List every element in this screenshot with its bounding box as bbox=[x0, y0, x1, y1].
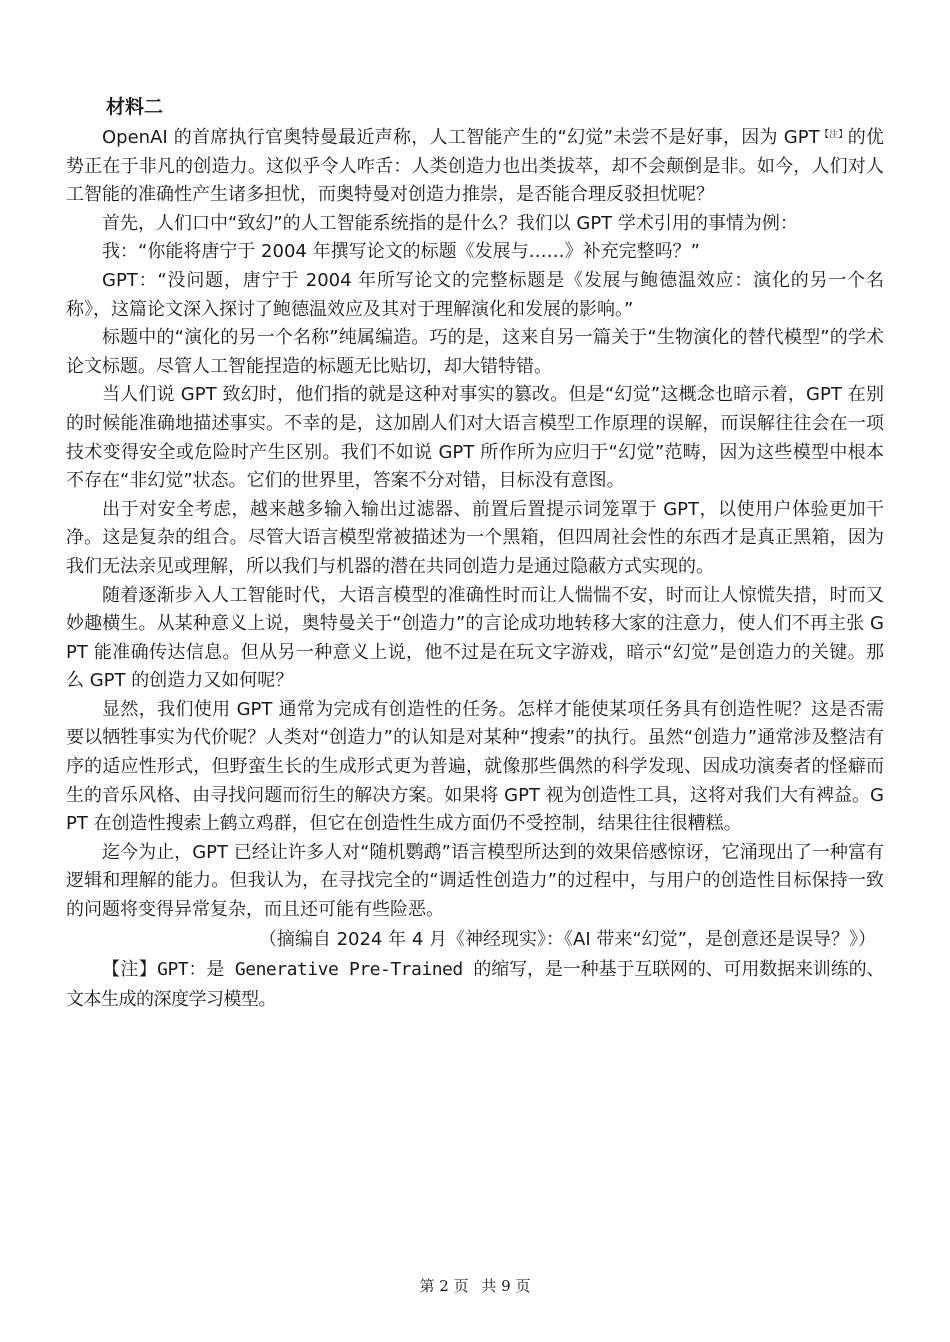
page-total: 共 9 页 bbox=[481, 1277, 531, 1295]
paragraph-4: GPT：“没问题，唐宁于 2004 年所写论文的完整标题是《发展与鲍德温效应：演化的另一个名称》，这篇论文深入探讨了鲍德温效应及其对于理解演化和发展的影响。” bbox=[66, 269, 884, 320]
paragraph-10: 迄今为止，GPT 已经让许多人对“随机鹦鹉”语言模型所达到的效果倍感惊讶，它涌现出了一种富有逻辑和理解的能力。但我认为，在寻找完全的“调适性创造力”的过程中，与用户的创造性目标保持一致的问题将变得异常复杂，而且还可能有些险恶。 bbox=[66, 841, 884, 921]
footnote-tag: 【注】 bbox=[102, 958, 158, 980]
paragraph-1-text-b: 的优势正在于非凡的创造力。这似乎令人咋舌：人类创造力也出类拔萃，却不会颠倒是非。如今，人们对人工智能的准确性产生诸多担忧，而奥特曼对创造力推崇，是否能合理反驳担忧呢？ bbox=[66, 127, 884, 206]
footnote-text: GPT：是 Generative Pre-Trained 的缩写，是一种基于互联网的、可用数据来训练的、文本生成的深度学习模型。 bbox=[66, 958, 884, 1010]
paragraph-1-text-a: OpenAI 的首席执行官奥特曼最近声称，人工智能产生的“幻觉”未尝不是好事，因为 GPT bbox=[102, 127, 820, 148]
paragraph-3: 我：“你能将唐宁于 2004 年撰写论文的标题《发展与……》补充完整吗？” bbox=[102, 241, 700, 263]
paragraph-8: 随着逐渐步入人工智能时代，大语言模型的准确性时而让人惴惴不安，时而让人惊慌失措，时而又妙趣横生。从某种意义上说，奥特曼关于“创造力”的言论成功地转移大家的注意力，使人们不再主张 GPT 能准确传达信息。但从另一种意义上说，他不过是在玩文字游戏，暗示“幻觉”是创造力的关键。那么 GPT 的创造力又如何呢？ bbox=[66, 584, 884, 692]
footnote-marker: 【注】 bbox=[819, 130, 848, 140]
source-citation: （摘编自 2024 年 4 月《神经现实》：《AI 带来“幻觉”，是创意还是误导？》） bbox=[258, 928, 876, 950]
paragraph-6: 当人们说 GPT 致幻时，他们指的就是这种对事实的篡改。但是“幻觉”这概念也暗示着，GPT 在别的时候能准确地描述事实。不幸的是，这加剧人们对大语言模型工作原理的误解，而误解往往会在一项技术变得安全或危险时产生区别。我们不如说 GPT 所作所为应归于“幻觉”范畴，因为这些模型中根本不存在“非幻觉”状态。它们的世界里，答案不分对错，目标没有意图。 bbox=[66, 384, 884, 492]
paragraph-1 bbox=[66, 124, 884, 210]
section-heading: 材料二 bbox=[106, 96, 164, 118]
document-body bbox=[66, 90, 884, 1015]
page-number: 第 2 页 bbox=[419, 1277, 469, 1295]
footnote bbox=[66, 955, 884, 1015]
paragraph-9: 显然，我们使用 GPT 通常为完成有创造性的任务。怎样才能使某项任务具有创造性呢？这是否需要以牺牲事实为代价呢？人类对“创造力”的认知是对某种“搜索”的执行。虽然“创造力”通常涉及整洁有序的适应性形式，但野蛮生长的生成形式更为普遍，就像那些偶然的科学发现、因成功演奏者的怪癖而生的音乐风格、由寻找问题而衍生的解决方案。如果将 GPT 视为创造性工具，这将对我们大有裨益。GPT 在创造性搜索上鹤立鸡群，但它在创造性生成方面仍不受控制，结果往往很糟糕。 bbox=[66, 698, 884, 835]
paragraph-2: 首先，人们口中“致幻”的人工智能系统指的是什么？我们以 GPT 学术引用的事情为例： bbox=[102, 212, 798, 234]
page-footer bbox=[0, 1276, 950, 1296]
paragraph-5: 标题中的“演化的另一个名称”纯属编造。巧的是，这来自另一篇关于“生物演化的替代模型”的学术论文标题。尽管人工智能捏造的标题无比贴切，却大错特错。 bbox=[66, 327, 884, 377]
paragraph-7: 出于对安全考虑，越来越多输入输出过滤器、前置后置提示词笼罩于 GPT，以使用户体验更加干净。这是复杂的组合。尽管大语言模型常被描述为一个黑箱，但四周社会性的东西才是真正黑箱，因为我们无法亲见或理解，所以我们与机器的潜在共同创造力是通过隐蔽方式实现的。 bbox=[66, 498, 884, 577]
